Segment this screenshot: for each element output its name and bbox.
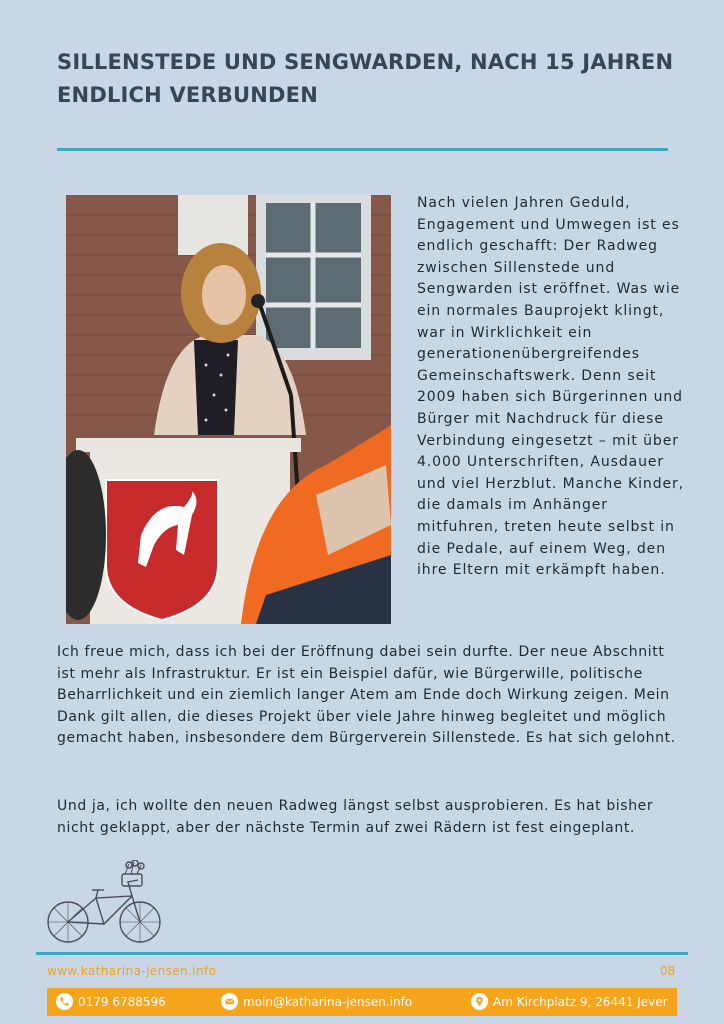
bottom-divider — [36, 952, 688, 955]
body-paragraph-2: Und ja, ich wollte den neuen Radweg längst selbst ausprobieren. Es hat bisher nicht geklappt, aber der nächste Termin auf zwei Rädern ist fest eingeplant. — [57, 798, 654, 836]
website-link[interactable]: www.katharina-jensen.info — [47, 964, 217, 978]
contact-bar — [47, 988, 677, 1016]
postal-address: Am Kirchplatz 9, 26441 Jever — [493, 994, 668, 1009]
intro-text: Nach vielen Jahren Geduld, Engagement und Umwegen ist es endlich geschafft: Der Radweg zwischen Sillenstede und Sengwarden ist eröffnet. Was wie ein normales Bauprojekt klingt, war in Wirklichkeit ein generationenübergreifendes Gemeinschaftswerk. Denn seit 2009 haben sich Bürgerinnen und Bürger mit Nachdruck für diese Verbindung eingesetzt – mit über 4.000 Unterschriften, Ausdauer und viel Herzblut. Manche Kinder, die damals im Anhänger mitfuhren, treten heute selbst in die Pedale, auf einem Weg, den ihre Eltern mit erkämpft haben. — [417, 195, 685, 579]
event-photo — [66, 195, 391, 624]
contact-address[interactable] — [471, 993, 668, 1010]
top-divider — [57, 148, 668, 151]
contact-email[interactable] — [221, 993, 412, 1010]
phone-number: 0179 6788596 — [78, 994, 166, 1009]
bicycle-illustration — [46, 860, 164, 948]
mail-icon — [221, 993, 238, 1010]
body-paragraph-1: Ich freue mich, dass ich bei der Eröffnung dabei sein durfte. Der neue Abschnitt ist mehr als Infrastruktur. Er ist ein Beispiel dafür, wie Bürgerwille, politische Beharrlichkeit und ein ziemlich langer Atem am Ende doch Wirkung zeigen. Mein Dank gilt allen, die dieses Projekt über viele Jahre hinweg begleitet und möglich gemacht haben, insbesondere dem Bürgerverein Sillenstede. Es hat sich gelohnt. — [57, 644, 676, 747]
email-address: moin@katharina-jensen.info — [243, 994, 413, 1009]
location-pin-icon — [471, 993, 488, 1010]
contact-phone[interactable] — [56, 993, 166, 1010]
phone-icon — [56, 993, 73, 1010]
page-title: SILLENSTEDE UND SENGWARDEN, NACH 15 JAHREN ENDLICH VERBUNDEN — [57, 50, 674, 107]
page-number: 08 — [660, 964, 676, 978]
